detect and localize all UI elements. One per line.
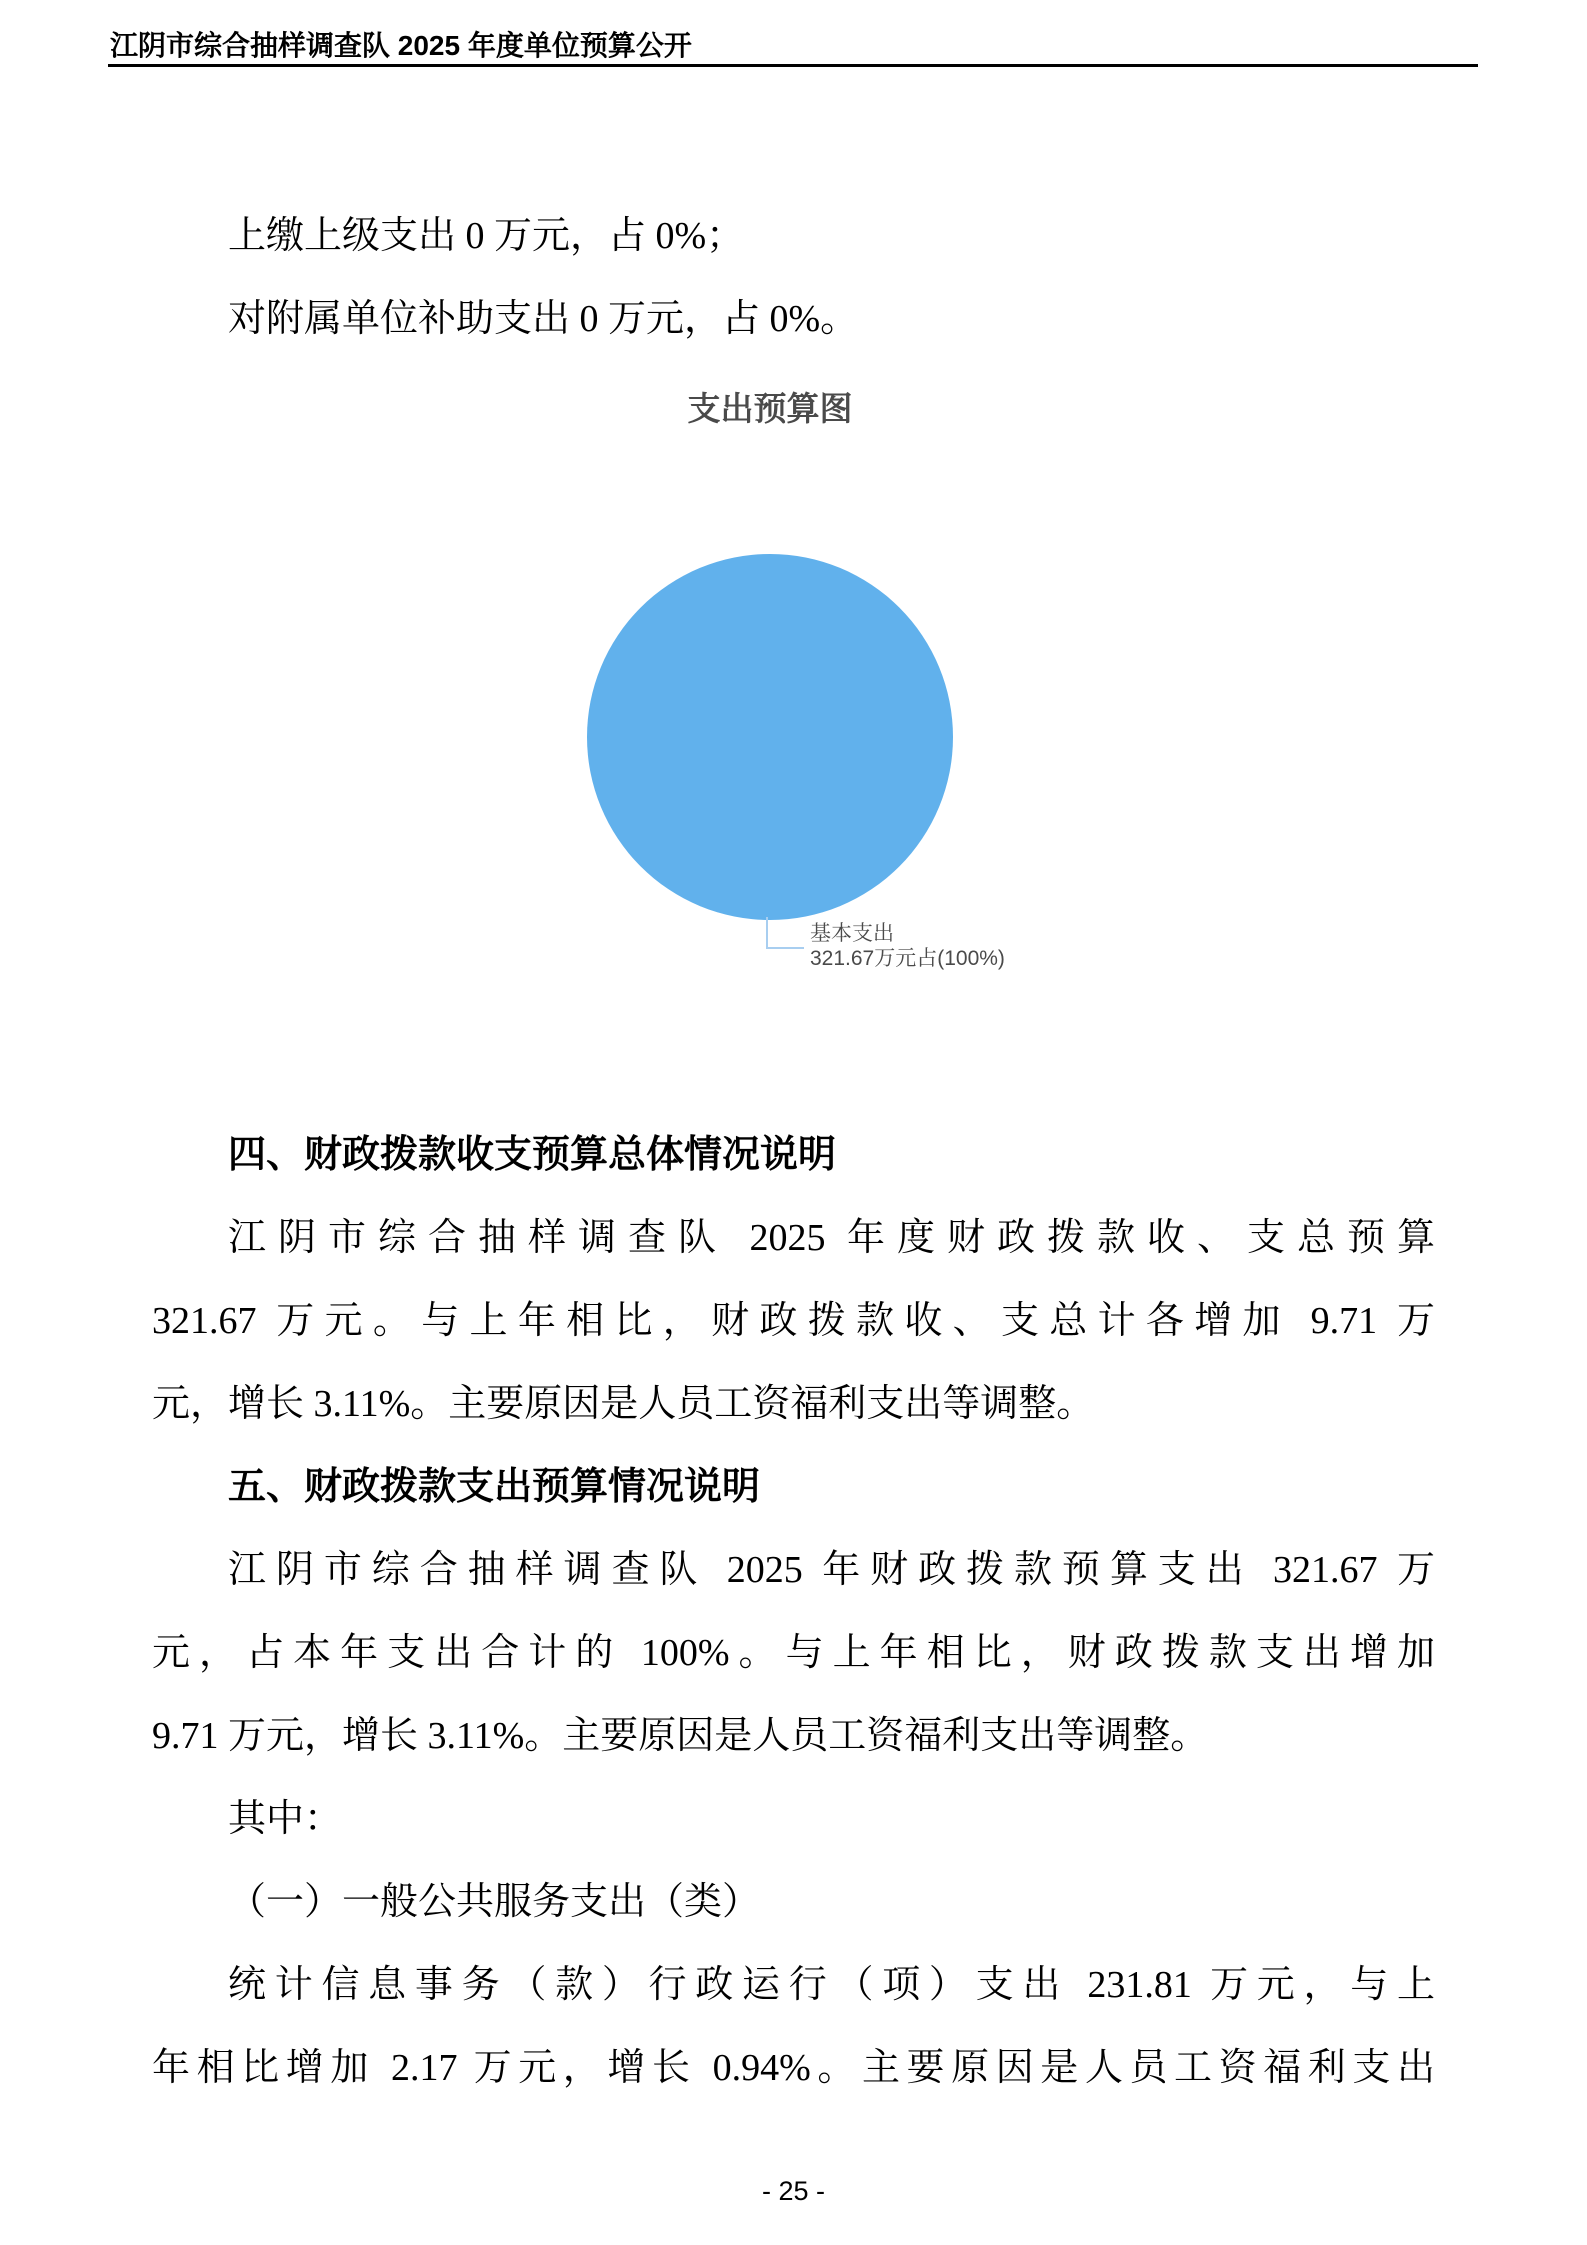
section-heading: 五、财政拨款支出预算情况说明	[228, 1466, 761, 1508]
body-line: 其中：	[228, 1798, 343, 1840]
pie-label-leader-line	[766, 947, 804, 949]
chart-title: 支出预算图	[687, 390, 853, 427]
section-heading: 四、财政拨款收支预算总体情况说明	[228, 1134, 837, 1176]
body-line: 统计信息事务（款）行政运行（项）支出 231.81 万元，与上	[228, 1964, 1435, 2006]
pie-label-name: 基本支出	[810, 922, 894, 945]
body-line: 对附属单位补助支出 0 万元，占 0%。	[228, 298, 859, 340]
pie-label	[810, 921, 1005, 971]
body-line: 江阴市综合抽样调查队 2025 年度财政拨款收、支总预算	[228, 1217, 1435, 1259]
pie-label-value: 321.67万元占(100%)	[810, 947, 1005, 970]
body-line: 年相比增加 2.17 万元，增长 0.94%。主要原因是人员工资福利支出	[152, 2047, 1435, 2089]
body-line: （一）一般公共服务支出（类）	[228, 1881, 761, 1923]
header-rule	[108, 64, 1478, 67]
body-line: 上缴上级支出 0 万元，占 0%；	[228, 215, 745, 257]
body-line: 321.67 万元。与上年相比，财政拨款收、支总计各增加 9.71 万	[152, 1300, 1435, 1342]
body-line: 元，占本年支出合计的 100%。与上年相比，财政拨款支出增加	[152, 1632, 1435, 1674]
body-line: 元，增长 3.11%。主要原因是人员工资福利支出等调整。	[152, 1383, 1095, 1425]
header-title: 江阴市综合抽样调查队 2025 年度单位预算公开	[110, 30, 692, 61]
pie-label-leader-line	[766, 917, 768, 949]
pie-slice	[587, 554, 953, 920]
body-line: 江阴市综合抽样调查队 2025 年财政拨款预算支出 321.67 万	[228, 1549, 1435, 1591]
body-line: 9.71 万元，增长 3.11%。主要原因是人员工资福利支出等调整。	[152, 1715, 1209, 1757]
footer-page-number: - 25 -	[761, 2176, 826, 2206]
